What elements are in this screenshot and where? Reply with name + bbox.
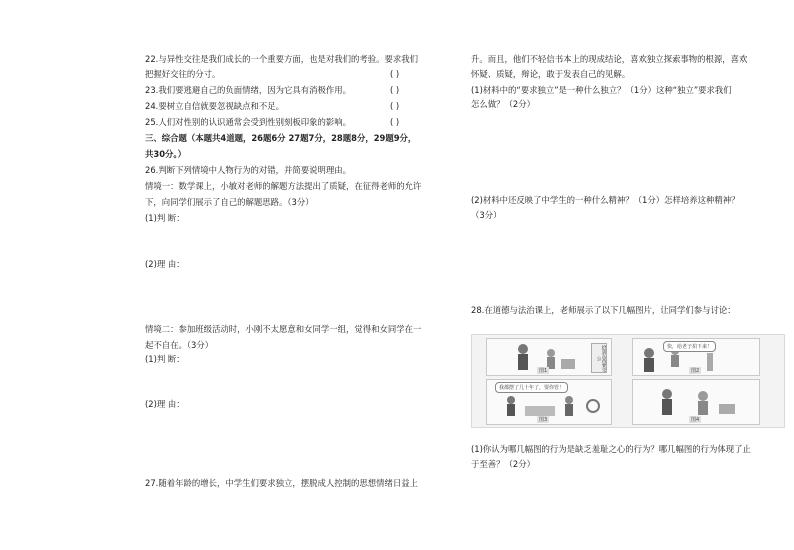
q27-cont-2: 怀疑、质疑，辩论，敢于发表自己的见解。 [471, 69, 631, 79]
scenario2-text-1: 情境二：参加班级活动时，小刚不太愿意和女同学一组，觉得和女同学在一 [145, 324, 422, 334]
figure-panel-4 [632, 379, 760, 425]
answer-paren-24[interactable]: ( ) [390, 101, 400, 111]
q22-text-2: 把握好交往的分寸。 [145, 69, 221, 79]
scenario1-reason: (2)理 由： [145, 259, 185, 269]
speech-bubble-3: 我都摆了几十年了，要你管！ [495, 382, 568, 393]
q27-2-text-1: (2)材料中还反映了中学生的一种什么精神？（1分）怎样培养这种精神？ [471, 195, 740, 205]
scenario2-reason: (2)理 由： [145, 399, 185, 409]
q27-cont-1: 升。而且，他们不轻信书本上的现成结论，喜欢独立探索事物的根源，喜欢 [471, 54, 748, 64]
scenario2-judge: (1)判 断： [145, 354, 185, 364]
section-heading-2: 共30分。） [145, 149, 186, 159]
figure-panel-2 [632, 338, 760, 376]
q28-1-text-2: 于至善？（2分） [471, 459, 535, 469]
helping-elder-icon [647, 384, 747, 418]
q27-1-text-1: (1)材料中的“要求独立”是一种什么独立？（1分）这种“独立”要求我们 [471, 85, 732, 95]
answer-paren-23[interactable]: ( ) [390, 85, 400, 95]
scenario1-judge: (1)判 断： [145, 213, 185, 223]
q28-title: 28.在道德与法治课上，老师展示了以下几幅图片，让同学们参与讨论： [471, 305, 736, 315]
figure-caption-3: 图3 [539, 417, 548, 423]
figure-panel-3 [486, 379, 612, 425]
scenario1-text-1: 情境一：数学课上，小敏对老师的解题方法提出了质疑，在征得老师的允许 [145, 181, 422, 191]
q27-1-text-2: 怎么做？（2分） [471, 99, 535, 109]
section-heading-1: 三、综合题（本题共4道题，26题6分 27题7分，28题8分，29题9分， [145, 133, 417, 143]
q22-text-1: 22.与异性交往是我们成长的一个重要方面，也是对我们的考验。要求我们 [145, 54, 418, 64]
q25-text: 25.人们对性别的认识通常会受到性别刻板印象的影响。 [145, 117, 351, 127]
q24-text: 24.要树立自信就要忽视缺点和不足。 [145, 101, 284, 111]
cartoon-figure [471, 334, 785, 428]
figure-panel-1 [486, 338, 612, 376]
scenario1-text-2: 下，向同学们展示了自己的解题思路。（3分） [145, 197, 314, 207]
scenario2-text-2: 起不自在。（3分） [145, 340, 214, 350]
figure-caption-4: 图4 [691, 417, 700, 423]
figure-caption-2: 图2 [691, 368, 700, 374]
figure-caption-1: 图1 [539, 368, 548, 374]
street-vendor-icon [497, 392, 607, 420]
q23-text: 23.我们要逃避自己的负面情绪，因为它具有消极作用。 [145, 85, 351, 95]
q26-title: 26.判断下列情境中人物行为的对错，并简要说明理由。 [145, 165, 351, 175]
q27-text-1: 27.随着年龄的增长，中学生们要求独立，摆脱成人控制的思想情绪日益上 [145, 478, 418, 488]
speech-bubble-2: 快，给老子拍下来！ [663, 341, 716, 352]
q28-1-text-1: (1)你认为哪几幅图的行为是缺乏羞耻之心的行为？哪几幅图的行为体现了止 [471, 444, 751, 454]
sign-board: 拾到东西要交公 [591, 343, 607, 373]
q27-2-text-2: （3分） [471, 210, 502, 220]
answer-paren-22[interactable]: ( ) [390, 69, 400, 79]
answer-paren-25[interactable]: ( ) [390, 117, 400, 127]
